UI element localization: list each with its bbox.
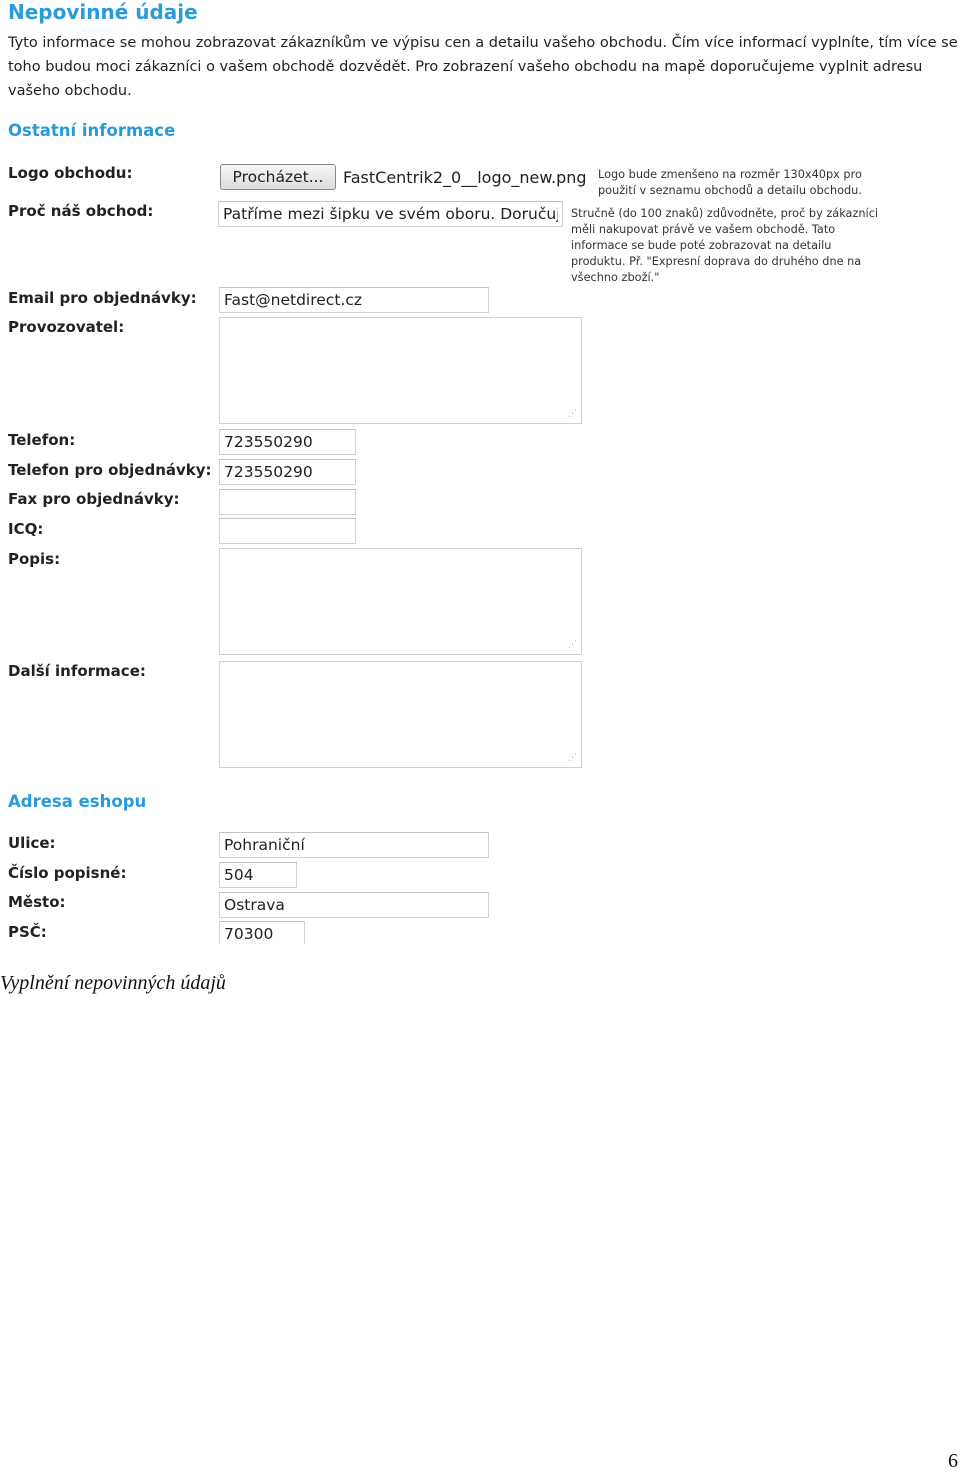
order-phone-label: Telefon pro objednávky: xyxy=(8,461,212,479)
section-title-address: Adresa eshopu xyxy=(8,792,147,811)
more-info-label: Další informace: xyxy=(8,662,146,680)
order-email-input[interactable] xyxy=(219,287,489,313)
why-label: Proč náš obchod: xyxy=(8,202,154,220)
city-label: Město: xyxy=(8,893,66,911)
order-fax-label: Fax pro objednávky: xyxy=(8,490,180,508)
description-textarea[interactable] xyxy=(219,548,582,655)
phone-input[interactable] xyxy=(219,429,356,455)
logo-file-name: FastCentrik2_0__logo_new.png xyxy=(343,168,587,187)
operator-label: Provozovatel: xyxy=(8,318,125,336)
resize-grip-icon[interactable]: ⋰ xyxy=(568,409,577,419)
page-title: Nepovinné údaje xyxy=(8,0,198,24)
street-input[interactable] xyxy=(219,832,489,858)
order-email-label: Email pro objednávky: xyxy=(8,289,197,307)
figure-caption: Vyplnění nepovinných údajů xyxy=(0,972,226,994)
more-info-textarea[interactable] xyxy=(219,661,582,768)
description-label: Popis: xyxy=(8,550,61,568)
why-hint: Stručně (do 100 znaků) zdůvodněte, proč by zákazníci měli nakupovat právě ve vašem obchodě. Tato informace se bude poté zobrazovat na detailu produktu. Př. "Expresní doprava do druhého dne na všechno zboží." xyxy=(571,207,879,284)
zip-input-clip xyxy=(219,921,305,944)
section-title-other: Ostatní informace xyxy=(8,121,176,140)
page-number: 6 xyxy=(948,1450,958,1472)
street-label: Ulice: xyxy=(8,834,56,852)
why-input[interactable] xyxy=(218,201,563,227)
resize-grip-icon[interactable]: ⋰ xyxy=(568,753,577,763)
city-input[interactable] xyxy=(219,892,489,918)
logo-hint: Logo bude zmenšeno na rozměr 130x40px pro použití v seznamu obchodů a detailu obchodu. xyxy=(598,168,862,197)
house-number-input[interactable] xyxy=(219,862,297,888)
order-fax-input[interactable] xyxy=(219,489,356,515)
intro-text: Tyto informace se mohou zobrazovat zákazníkům ve výpisu cen a detailu vašeho obchodu. Čím více informací vyplníte, tím více se toho budou moci zákazníci o vašem obchodě dozvědět. Pro zobrazení vašeho obchodu na mapě doporučujeme vyplnit adresu vašeho obchodu. xyxy=(8,35,958,99)
phone-label: Telefon: xyxy=(8,431,76,449)
browse-button[interactable]: Procházet... xyxy=(220,164,336,190)
logo-label: Logo obchodu: xyxy=(8,164,133,182)
zip-label: PSČ: xyxy=(8,923,47,941)
icq-label: ICQ: xyxy=(8,520,44,538)
operator-textarea[interactable] xyxy=(219,317,582,424)
house-number-label: Číslo popisné: xyxy=(8,864,127,882)
order-phone-input[interactable] xyxy=(219,459,356,485)
icq-input[interactable] xyxy=(219,518,356,544)
resize-grip-icon[interactable]: ⋰ xyxy=(568,640,577,650)
zip-input[interactable] xyxy=(219,921,305,944)
